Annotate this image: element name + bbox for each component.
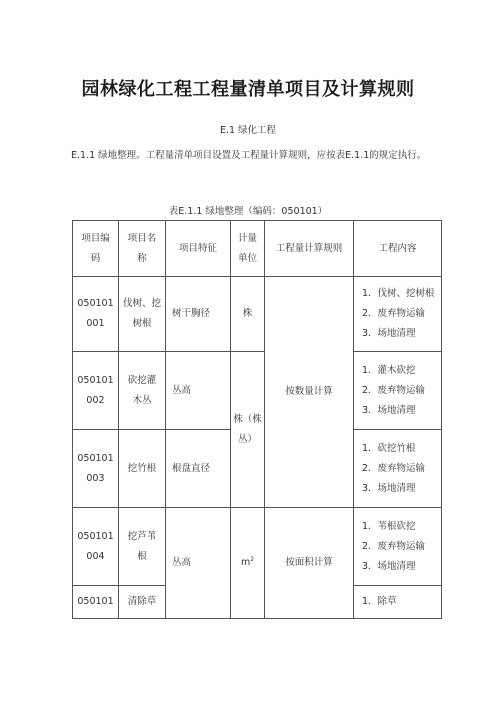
header-name: 项目名 称 <box>119 221 166 277</box>
row-code: 050101 004 <box>73 508 119 586</box>
row-name: 砍挖灌 木丛 <box>119 352 166 430</box>
row-name: 清除草 <box>119 586 166 619</box>
row-content: 1．苇根砍挖 2．废弃物运输 3．场地清理 <box>354 508 442 586</box>
row-content: 1．灌木砍挖 2．废弃物运输 3．场地清理 <box>354 352 442 430</box>
header-content: 工程内容 <box>354 221 442 277</box>
intro-paragraph: E.1.1 绿地整理。工程量清单项目设置及工程量计算规则，应按表E.1.1的规定执行。 <box>71 150 427 161</box>
header-code: 项目编 码 <box>73 221 119 277</box>
row-unit: 株 <box>231 277 265 352</box>
row-feature: 根盘直径 <box>166 430 231 508</box>
header-rule: 工程量计算规则 <box>265 221 354 277</box>
row-feature: 丛高 <box>166 508 231 619</box>
table-caption: 表E.1.1 绿地整理（编码：050101） <box>168 206 328 217</box>
table-row <box>73 277 442 352</box>
row-name: 挖芦苇 根 <box>119 508 166 586</box>
rule-area-cell: 按面积计算 <box>265 508 354 619</box>
row-content: 1．伐树、挖树根 2．废弃物运输 3．场地清理 <box>354 277 442 352</box>
table-row <box>73 508 442 586</box>
row-code: 050101 <box>73 586 119 619</box>
row-content: 1．砍挖竹根 2．废弃物运输 3．场地清理 <box>354 430 442 508</box>
unit-merged-cell: 株（株 丛） <box>231 352 265 508</box>
header-feature: 项目特征 <box>166 221 231 277</box>
row-content: 1．除草 <box>354 586 442 619</box>
row-code: 050101 001 <box>73 277 119 352</box>
section-heading: E.1 绿化工程 <box>219 125 277 136</box>
row-name: 挖竹根 <box>119 430 166 508</box>
rule-count-cell: 按数量计算 <box>265 277 354 508</box>
row-feature: 树干胸径 <box>166 277 231 352</box>
row-code: 050101 002 <box>73 352 119 430</box>
row-name: 伐树、挖 树根 <box>119 277 166 352</box>
row-code: 050101 003 <box>73 430 119 508</box>
quantity-rules-table <box>72 220 442 619</box>
page-title: 园林绿化工程工程量清单项目及计算规则 <box>81 79 415 100</box>
table-row <box>73 352 442 430</box>
header-unit: 计量 单位 <box>231 221 265 277</box>
row-feature: 丛高 <box>166 352 231 430</box>
table-header-row <box>73 221 442 277</box>
unit-m2-cell: $m^2$ <box>231 508 265 619</box>
